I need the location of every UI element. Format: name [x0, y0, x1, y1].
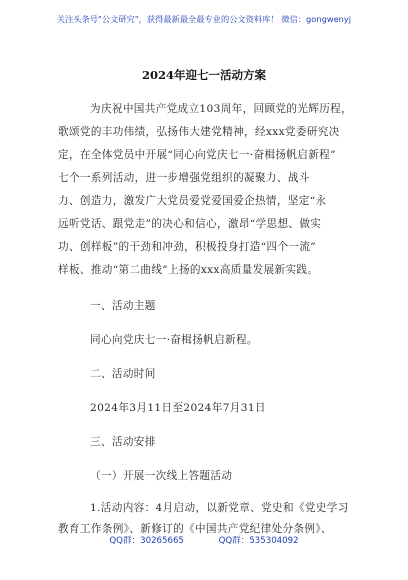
section-text-theme: 同心向党庆七一·奋楫扬帆启新程。 [90, 334, 258, 346]
intro-line: 七个一系列活动，进一步增强党组织的凝聚力、战斗 [58, 172, 310, 184]
footer-qq-group-1: QQ群：30265665 [109, 536, 184, 546]
intro-line: 力、创造力，激发广大党员爱党爱国爱企热情，坚定“永 [58, 195, 327, 207]
section-heading-time: 二、活动时间 [90, 368, 156, 380]
intro-line: 远听党话、跟党走”的决心和信心，激昂“学思想、做实 [58, 218, 322, 230]
header-note: 关注头条号"公文研究"，获得最新最全最专业的公文资料库！ 微信：gongwenyj [56, 14, 352, 24]
section-heading-theme: 一、活动主题 [90, 300, 156, 312]
page-title: 2024年迎七一活动方案 [141, 68, 266, 82]
intro-line: 歌颂党的丰功伟绩，弘扬伟大建党精神，经xxx党委研究决 [58, 126, 340, 138]
intro-line: 为庆祝中国共产党成立103周年，回顾党的光辉历程， [90, 103, 353, 115]
intro-line: 样板、推动“第二曲线”上扬的xxx高质量发展新实践。 [58, 264, 319, 276]
footer-qq-group-2: QQ群：535304092 [218, 536, 299, 546]
intro-line: 定，在全体党员中开展“同心向党庆七一·奋楫扬帆启新程” [58, 149, 336, 161]
section-text-time: 2024年3月11日至2024年7月31日 [90, 402, 266, 414]
section-heading-arrangement: 三、活动安排 [90, 436, 156, 448]
item-line: 教育工作条例》、新修订的《中国共产党纪律处分条例》、 [58, 523, 332, 535]
item-line: 1.活动内容：4月启动，以新党章、党史和《党史学习 [90, 502, 349, 514]
footer [0, 534, 408, 546]
intro-line: 功、创样板”的干劲和冲劲，积极投身打造“四个一流” [58, 241, 317, 253]
subsection-heading: （一）开展一次线上答题活动 [90, 470, 233, 482]
